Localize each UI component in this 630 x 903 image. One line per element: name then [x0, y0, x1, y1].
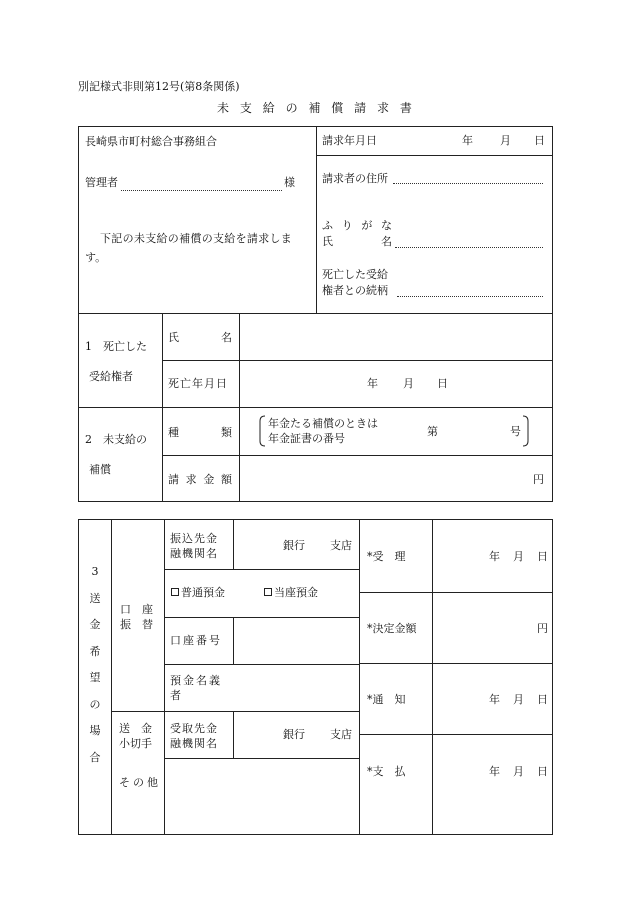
receive-label-line1: 受取先金 [170, 722, 218, 735]
amount-yen: 円 [533, 473, 544, 486]
receive-label-line2: 融機関名 [170, 737, 218, 750]
notify-year: 年 [489, 693, 500, 706]
amount-field[interactable] [240, 456, 530, 501]
request-date-month: 月 [500, 134, 511, 147]
decided-amount-label: *決定金額 [367, 622, 417, 635]
death-date-year: 年 [367, 377, 378, 390]
account-number-field[interactable] [234, 618, 358, 663]
bracket-right-icon [522, 415, 530, 447]
notify-label: *通 知 [367, 693, 406, 706]
request-statement-line2: す。 [85, 251, 107, 264]
page-title: 未 支 給 の 補 償 請 求 書 [217, 101, 412, 115]
request-date-day: 日 [534, 134, 545, 147]
other-label: その他 [119, 776, 161, 789]
account-transfer-line1: 口 座 [120, 603, 153, 616]
death-date-label: 死亡年月日 [168, 377, 228, 390]
form-number: 別記様式非則第12号(第8条関係) [78, 80, 240, 93]
deceased-name-field[interactable] [240, 314, 552, 359]
section3-vertical-label: 3 送 金 希 望 の 場 合 [89, 565, 101, 764]
check-label-line2: 小切手 [119, 737, 152, 750]
current-deposit-checkbox[interactable] [264, 588, 272, 596]
payment-label: *支 払 [367, 765, 406, 778]
holder-label-line2: 者 [170, 689, 181, 702]
accept-month: 月 [513, 550, 524, 563]
section2-label-line2: 補償 [89, 463, 111, 476]
bank-label-line2: 融機関名 [170, 547, 218, 560]
bank-label: 銀行 [283, 539, 305, 552]
accept-day: 日 [537, 550, 548, 563]
amount-label: 請 求 金 額 [168, 473, 232, 486]
pension-note-line1: 年金たる補償のときは [268, 417, 378, 430]
accept-label: *受 理 [367, 550, 406, 563]
relation-field[interactable] [397, 296, 543, 297]
pension-dai: 第 [427, 425, 438, 438]
receive-branch-label: 支店 [330, 728, 352, 741]
holder-field[interactable] [234, 665, 358, 710]
decided-amount-yen: 円 [537, 622, 548, 635]
deceased-name-label: 氏 名 [168, 331, 232, 344]
payment-year: 年 [489, 765, 500, 778]
accept-year: 年 [489, 550, 500, 563]
receive-bank-label: 銀行 [283, 728, 305, 741]
pension-gou: 号 [510, 425, 521, 438]
section1-label-line1: 1 死亡した [85, 340, 147, 353]
branch-label: 支店 [330, 539, 352, 552]
pension-note-line2: 年金証書の番号 [268, 432, 345, 445]
death-date-month: 月 [403, 377, 414, 390]
check-label-line1: 送 金 [119, 722, 152, 735]
death-date-day: 日 [437, 377, 448, 390]
bracket-left-icon [258, 415, 266, 447]
furigana-label: ふ り が な [322, 219, 392, 232]
payment-month: 月 [513, 765, 524, 778]
notify-day: 日 [537, 693, 548, 706]
address-field[interactable] [393, 183, 543, 184]
claimant-name-label: 氏 名 [322, 235, 392, 248]
sama-label: 様 [284, 176, 295, 189]
holder-label-line1: 預金名義 [170, 674, 222, 687]
account-transfer-line2: 振 替 [120, 618, 153, 631]
kind-label: 種 類 [168, 426, 232, 439]
section2-label-line1: 2 未支給の [85, 433, 147, 446]
section1-label-line2: 受給権者 [89, 370, 133, 383]
relation-label-line1: 死亡した受給 [322, 268, 388, 281]
manager-name-field[interactable] [121, 190, 282, 191]
request-date-label: 請求年月日 [322, 134, 377, 147]
relation-label-line2: 権者との続柄 [322, 284, 388, 297]
payment-day: 日 [537, 765, 548, 778]
bank-label-line1: 振込先金 [170, 532, 218, 545]
claimant-name-field[interactable] [395, 247, 543, 248]
current-deposit-label: 当座預金 [274, 586, 318, 599]
request-statement-line1: 下記の未支給の補償の支給を請求しま [100, 232, 293, 245]
ordinary-deposit-checkbox[interactable] [171, 588, 179, 596]
address-label: 請求者の住所 [322, 172, 388, 185]
addressee-org: 長崎県市町村総合事務組合 [85, 135, 217, 148]
ordinary-deposit-label: 普通預金 [181, 586, 225, 599]
request-date-year: 年 [462, 134, 473, 147]
notify-month: 月 [513, 693, 524, 706]
other-field[interactable] [165, 759, 358, 834]
manager-label: 管理者 [85, 176, 118, 189]
account-number-label: 口座番号 [170, 634, 222, 647]
